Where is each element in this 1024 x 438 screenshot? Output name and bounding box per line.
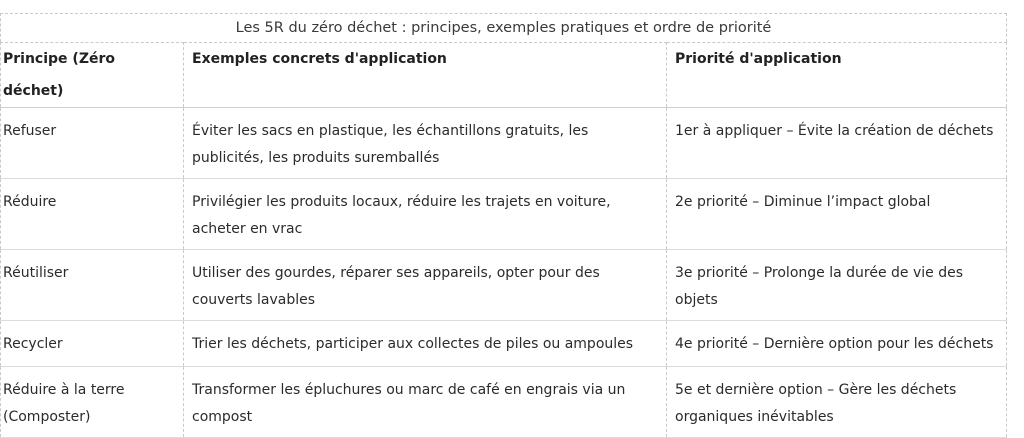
- cell-principle: Réduire à la terre (Composter): [1, 367, 184, 438]
- cell-examples: Transformer les épluchures ou marc de café en engrais via un compost: [184, 367, 667, 438]
- cell-priority: 2e priorité – Diminue l’impact global: [667, 179, 1007, 250]
- cell-principle: Réutiliser: [1, 250, 184, 321]
- cell-examples: Utiliser des gourdes, réparer ses appareils, opter pour des couverts lavables: [184, 250, 667, 321]
- table-row: [1, 250, 1007, 321]
- cell-examples: Éviter les sacs en plastique, les échantillons gratuits, les publicités, les produits suremballés: [184, 108, 667, 179]
- table-row: [1, 367, 1007, 438]
- header-examples: Exemples concrets d'application: [184, 43, 667, 108]
- table-row: [1, 321, 1007, 367]
- cell-principle: Refuser: [1, 108, 184, 179]
- cell-examples: Trier les déchets, participer aux collectes de piles ou ampoules: [184, 321, 667, 367]
- header-priority: Priorité d'application: [667, 43, 1007, 108]
- table-caption: Les 5R du zéro déchet : principes, exemples pratiques et ordre de priorité: [0, 13, 1007, 42]
- cell-priority: 1er à appliquer – Évite la création de déchets: [667, 108, 1007, 179]
- table-row: [1, 179, 1007, 250]
- header-row: [1, 43, 1007, 108]
- cell-priority: 4e priorité – Dernière option pour les déchets: [667, 321, 1007, 367]
- cell-principle: Réduire: [1, 179, 184, 250]
- zero-waste-table: [0, 13, 1007, 438]
- table-row: [1, 108, 1007, 179]
- cell-principle: Recycler: [1, 321, 184, 367]
- cell-priority: 5e et dernière option – Gère les déchets organiques inévitables: [667, 367, 1007, 438]
- cell-priority: 3e priorité – Prolonge la durée de vie des objets: [667, 250, 1007, 321]
- header-principle: Principe (Zéro déchet): [1, 43, 184, 108]
- cell-examples: Privilégier les produits locaux, réduire les trajets en voiture, acheter en vrac: [184, 179, 667, 250]
